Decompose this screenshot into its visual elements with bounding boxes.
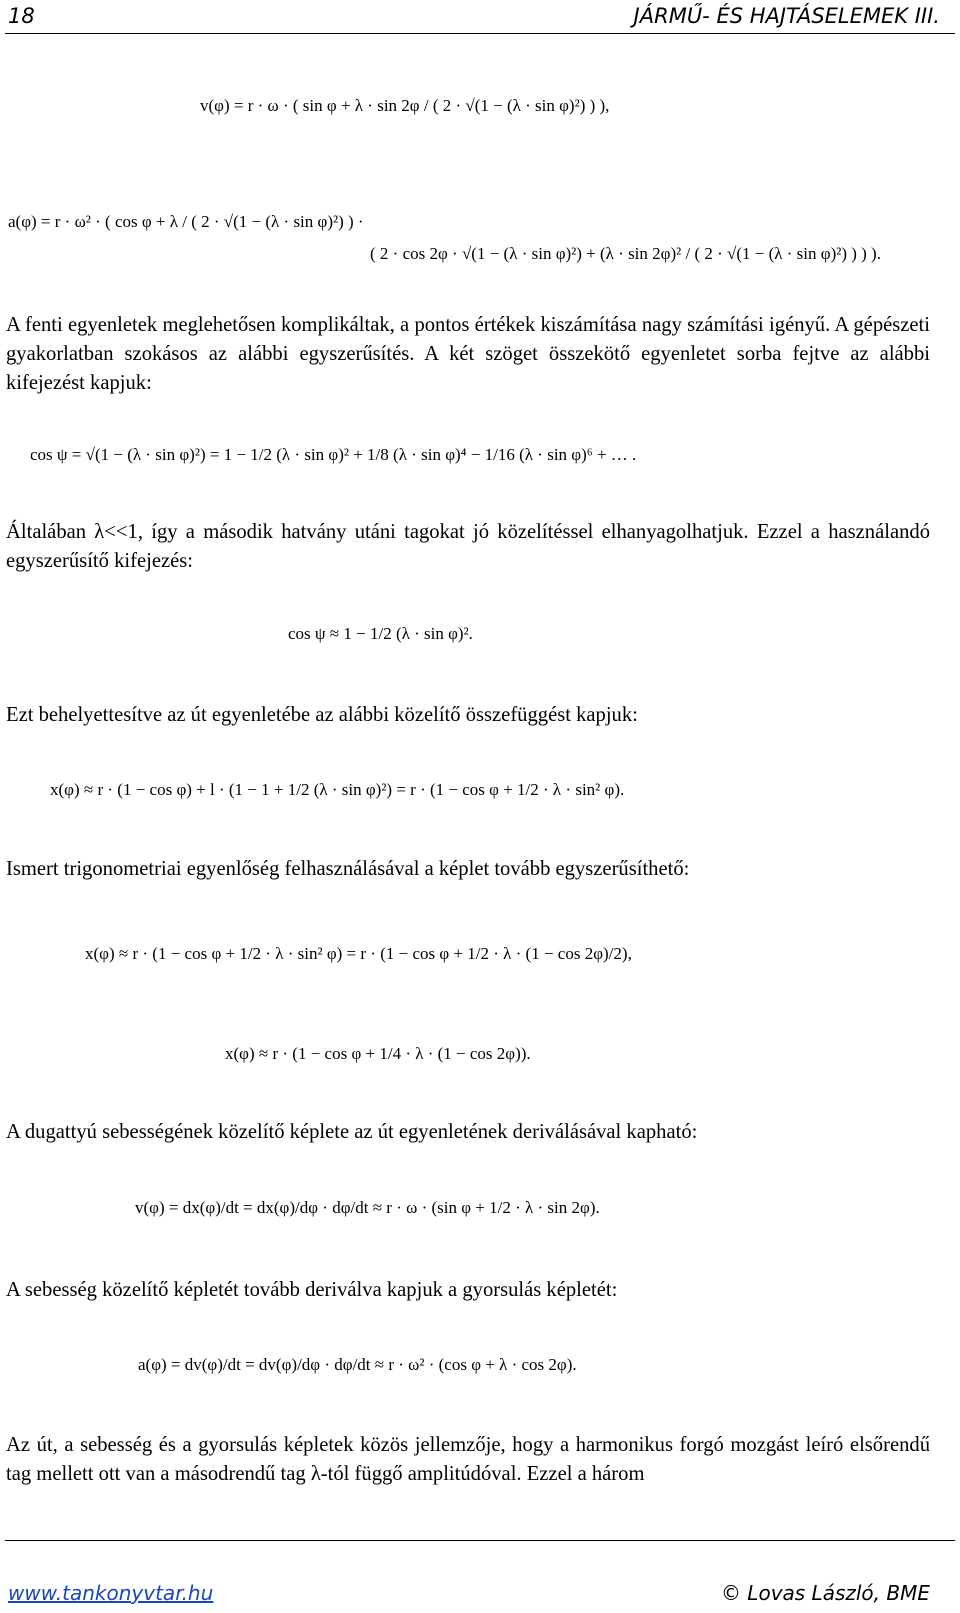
paragraph-summary: Az út, a sebesség és a gyorsulás képletek közös jellemzője, hogy a harmonikus forgó mozgást leíró elsőrendű tag mellett ott van a másodrendű tag λ-tól függő amplitúdóval. Ezzel a három xyxy=(6,1434,930,1485)
equation-acceleration-approx: a(φ) = dv(φ)/dt = dv(φ)/dφ · dφ/dt ≈ r · ω² · (cos φ + λ · cos 2φ). xyxy=(138,1355,577,1374)
equation-cos-approx: cos ψ ≈ 1 − 1/2 (λ · sin φ)². xyxy=(288,624,473,643)
paragraph-intro: A fenti egyenletek meglehetősen komplikáltak, a pontos értékek kiszámítása nagy számítási igényű. A gépészeti gyakorlatban szokásos az alábbi egyszerűsítés. A két szöget összekötő egyenletet sorba fejtve az alábbi kifejezést kapjuk: xyxy=(6,314,930,394)
page-number: 18 xyxy=(8,4,35,28)
equation-velocity-approx: v(φ) = dx(φ)/dt = dx(φ)/dφ · dφ/dt ≈ r · ω · (sin φ + 1/2 · λ · sin 2φ). xyxy=(135,1198,600,1217)
header-rule xyxy=(5,33,955,34)
paragraph-lambda: Általában λ<<1, így a második hatvány utáni tagokat jó közelítéssel elhanyagolhatjuk. Ezzel a használandó egyszerűsítő kifejezés: xyxy=(6,521,930,572)
equation-velocity-exact: v(φ) = r · ω · ( sin φ + λ · sin 2φ / ( 2 · √(1 − (λ · sin φ)²) ) ), xyxy=(200,96,610,115)
paragraph-velocity: A dugattyú sebességének közelítő képlete az út egyenletének deriválásával kapható: xyxy=(6,1121,698,1143)
equation-cos-series: cos ψ = √(1 − (λ · sin φ)²) = 1 − 1/2 (λ · sin φ)² + 1/8 (λ · sin φ)⁴ − 1/16 (λ · sin φ)⁶ + … . xyxy=(30,445,637,464)
equation-acceleration-exact-left: a(φ) = r · ω² · ( cos φ + λ / ( 2 · √(1 − (λ · sin φ)²) ) · xyxy=(8,212,364,231)
footer-rule xyxy=(5,1540,955,1541)
equation-x-approx-1: x(φ) ≈ r · (1 − cos φ) + l · (1 − 1 + 1/2 (λ · sin φ)²) = r · (1 − cos φ + 1/2 · λ · sin² φ). xyxy=(50,780,625,799)
equation-x-approx-3: x(φ) ≈ r · (1 − cos φ + 1/4 · λ · (1 − cos 2φ)). xyxy=(225,1044,531,1063)
paragraph-acceleration: A sebesség közelítő képletét tovább deriválva kapjuk a gyorsulás képletét: xyxy=(6,1279,618,1301)
equation-acceleration-exact-right: ( 2 · cos 2φ · √(1 − (λ · sin φ)²) + (λ · sin 2φ)² / ( 2 · √(1 − (λ · sin φ)²) ) ) ). xyxy=(370,244,881,263)
footer-copyright: © Lovas László, BME xyxy=(720,1581,930,1605)
header-title: JÁRMŰ- ÉS HAJTÁSELEMEK III. xyxy=(633,4,940,28)
equation-x-approx-2: x(φ) ≈ r · (1 − cos φ + 1/2 · λ · sin² φ) = r · (1 − cos φ + 1/2 · λ · (1 − cos 2φ)/2), xyxy=(85,944,632,963)
paragraph-substitution: Ezt behelyettesítve az út egyenletébe az alábbi közelítő összefüggést kapjuk: xyxy=(6,704,638,726)
footer-link[interactable]: www.tankonyvtar.hu xyxy=(8,1581,214,1605)
paragraph-trig: Ismert trigonometriai egyenlőség felhasználásával a képlet tovább egyszerűsíthető: xyxy=(6,858,690,880)
